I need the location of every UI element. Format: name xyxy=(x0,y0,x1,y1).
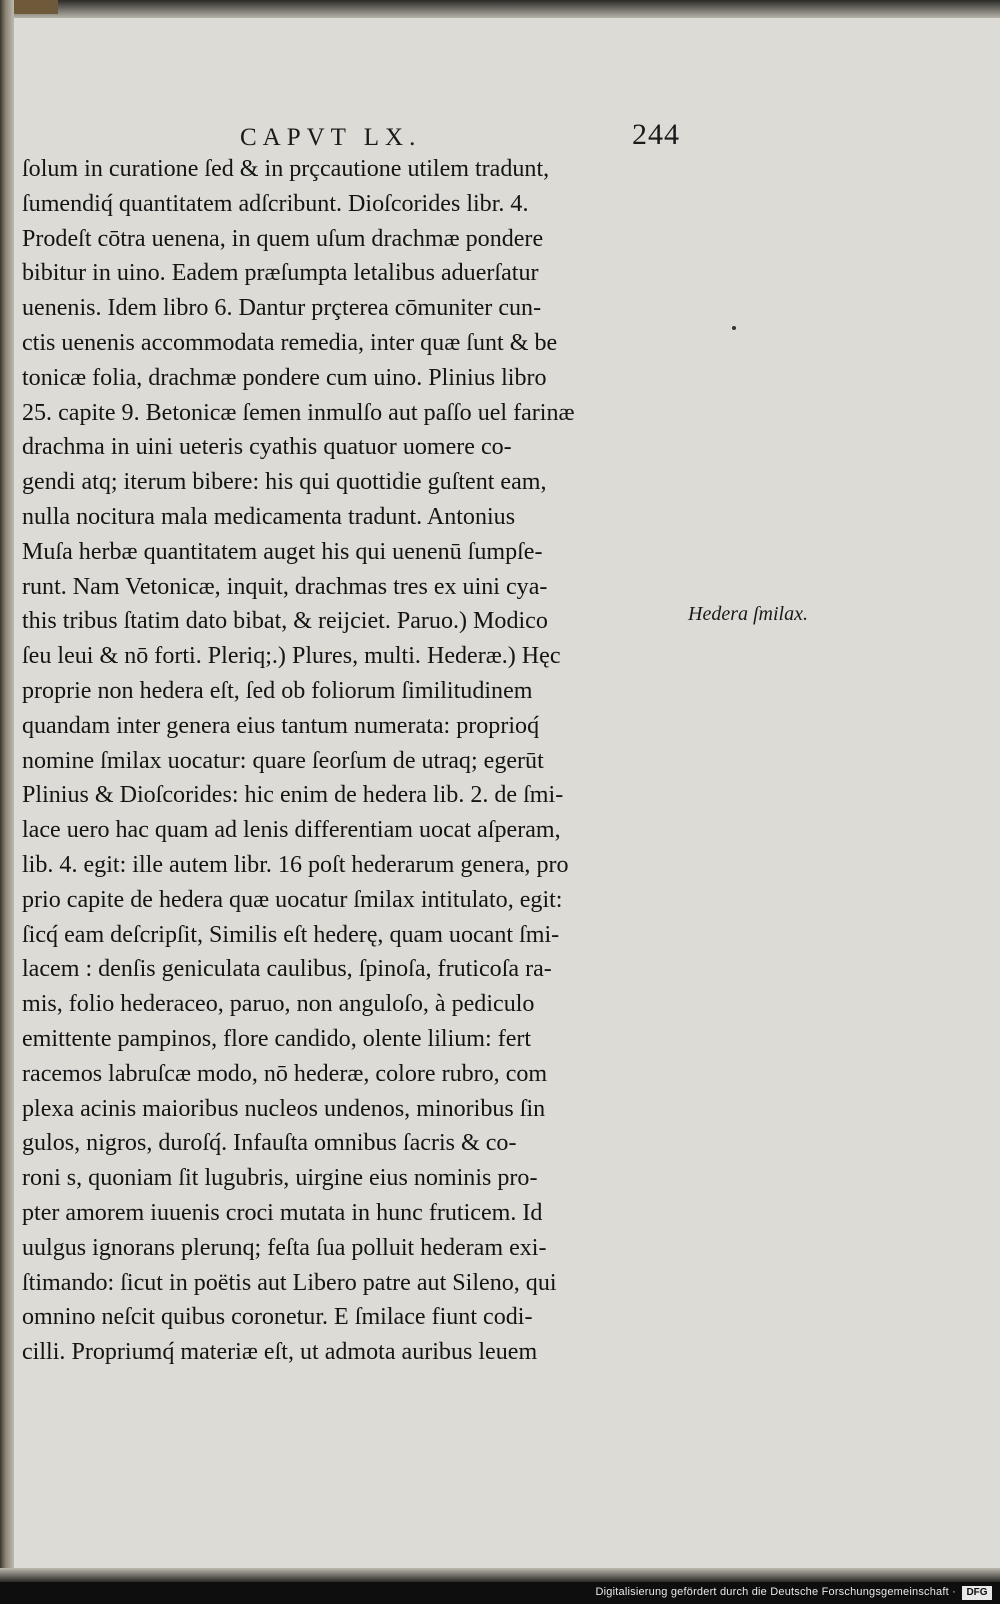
text-line: uulgus ignorans plerunq; feſta ſua polluit hederam exi- xyxy=(22,1233,547,1261)
text-line: emittente pampinos, flore candido, olente lilium: fert xyxy=(22,1024,532,1052)
text-line: tonicæ folia, drachmæ pondere cum uino. Plinius libro xyxy=(22,363,547,391)
text-line: roni s, quoniam ſit lugubris, uirgine eius nominis pro- xyxy=(22,1164,538,1192)
text-line: racemos labruſcæ modo, nō hederæ, colore rubro, com xyxy=(22,1059,548,1087)
text-line: nomine ſmilax uocatur: quare ſeorſum de utraq; egerūt xyxy=(22,746,544,774)
scan-bottom-edge xyxy=(0,1568,1000,1582)
text-line: quandam inter genera eius tantum numerata: proprioq́ xyxy=(22,711,540,739)
text-line: lace uero hac quam ad lenis differentiam uocat aſperam, xyxy=(22,816,561,844)
text-line: ſumendiq́ quantitatem adſcribunt. Dioſcorides libr. 4. xyxy=(22,189,529,217)
text-line: runt. Nam Vetonicæ, inquit, drachmas tres ex uini cya- xyxy=(22,572,548,600)
text-line: pter amorem iuuenis croci mutata in hunc fruticem. Id xyxy=(22,1198,543,1226)
text-line: Plinius & Dioſcorides: hic enim de hedera lib. 2. de ſmi- xyxy=(22,781,564,809)
ink-dot xyxy=(732,326,736,330)
text-line: drachma in uini ueteris cyathis quatuor uomere co- xyxy=(22,433,512,461)
text-line: ſtimando: ſicut in poëtis aut Libero patre aut Sileno, qui xyxy=(22,1268,557,1296)
text-line: this tribus ſtatim dato bibat, & reijciet. Paruo.) Modico xyxy=(22,607,548,635)
text-line: ſeu leui & nō forti. Pleriq;.) Plures, multi. Hederæ.) Hęc xyxy=(22,642,561,670)
text-line: mis, folio hederaceo, paruo, non anguloſo, à pediculo xyxy=(22,990,535,1018)
text-line: cilli. Propriumq́ materiæ eſt, ut admota auribus leuem xyxy=(22,1338,538,1366)
text-line: bibitur in uino. Eadem præſumpta letalibus aduerſatur xyxy=(22,259,539,287)
text-line: lib. 4. egit: ille autem libr. 16 poſt hederarum genera, pro xyxy=(22,850,569,878)
scan-left-edge xyxy=(0,0,14,1575)
text-line: Prodeſt cōtra uenena, in quem uſum drachmæ pondere xyxy=(22,224,544,252)
page-number: 244 xyxy=(632,118,680,151)
running-head: CAPVT LX. xyxy=(240,124,422,151)
dfg-logo: DFG xyxy=(962,1586,992,1600)
text-line: ſicq́ eam deſcripſit, Similis eſt hederę, quam uocant ſmi- xyxy=(22,920,560,948)
text-line: proprie non hedera eſt, ſed ob foliorum ſimilitudinem xyxy=(22,676,533,704)
digitization-credit: Digitalisierung gefördert durch die Deutsche Forschungsgemeinschaft · xyxy=(595,1586,956,1598)
text-line: Muſa herbæ quantitatem auget his qui uenenū ſumpſe- xyxy=(22,537,543,565)
text-line: gulos, nigros, duroſq́. Infauſta omnibus ſacris & co- xyxy=(22,1129,517,1157)
text-line: plexa acinis maioribus nucleos undenos, minoribus ſin xyxy=(22,1094,546,1122)
text-line: 25. capite 9. Betonicæ ſemen inmulſo aut paſſo uel farinæ xyxy=(22,398,575,426)
body-text xyxy=(22,152,694,1370)
margin-note: Hedera ſmilax. xyxy=(688,603,808,625)
text-line: prio capite de hedera quæ uocatur ſmilax intitulato, egit: xyxy=(22,885,563,913)
text-line: gendi atq; iterum bibere: his qui quottidie guſtent eam, xyxy=(22,468,547,496)
text-line: ctis uenenis accommodata remedia, inter quæ ſunt & be xyxy=(22,328,558,356)
page-header xyxy=(240,112,680,152)
text-line: uenenis. Idem libro 6. Dantur prçterea cōmuniter cun- xyxy=(22,294,542,322)
text-line: omnino neſcit quibus coronetur. E ſmilace fiunt codi- xyxy=(22,1303,533,1331)
text-line: lacem : denſis geniculata caulibus, ſpinoſa, fruticoſa ra- xyxy=(22,955,552,983)
text-line: nulla nocitura mala medicamenta tradunt. Antonius xyxy=(22,502,516,530)
text-line: ſolum in curatione ſed & in prçcautione utilem tradunt, xyxy=(22,155,550,182)
scan-top-edge xyxy=(0,0,1000,18)
